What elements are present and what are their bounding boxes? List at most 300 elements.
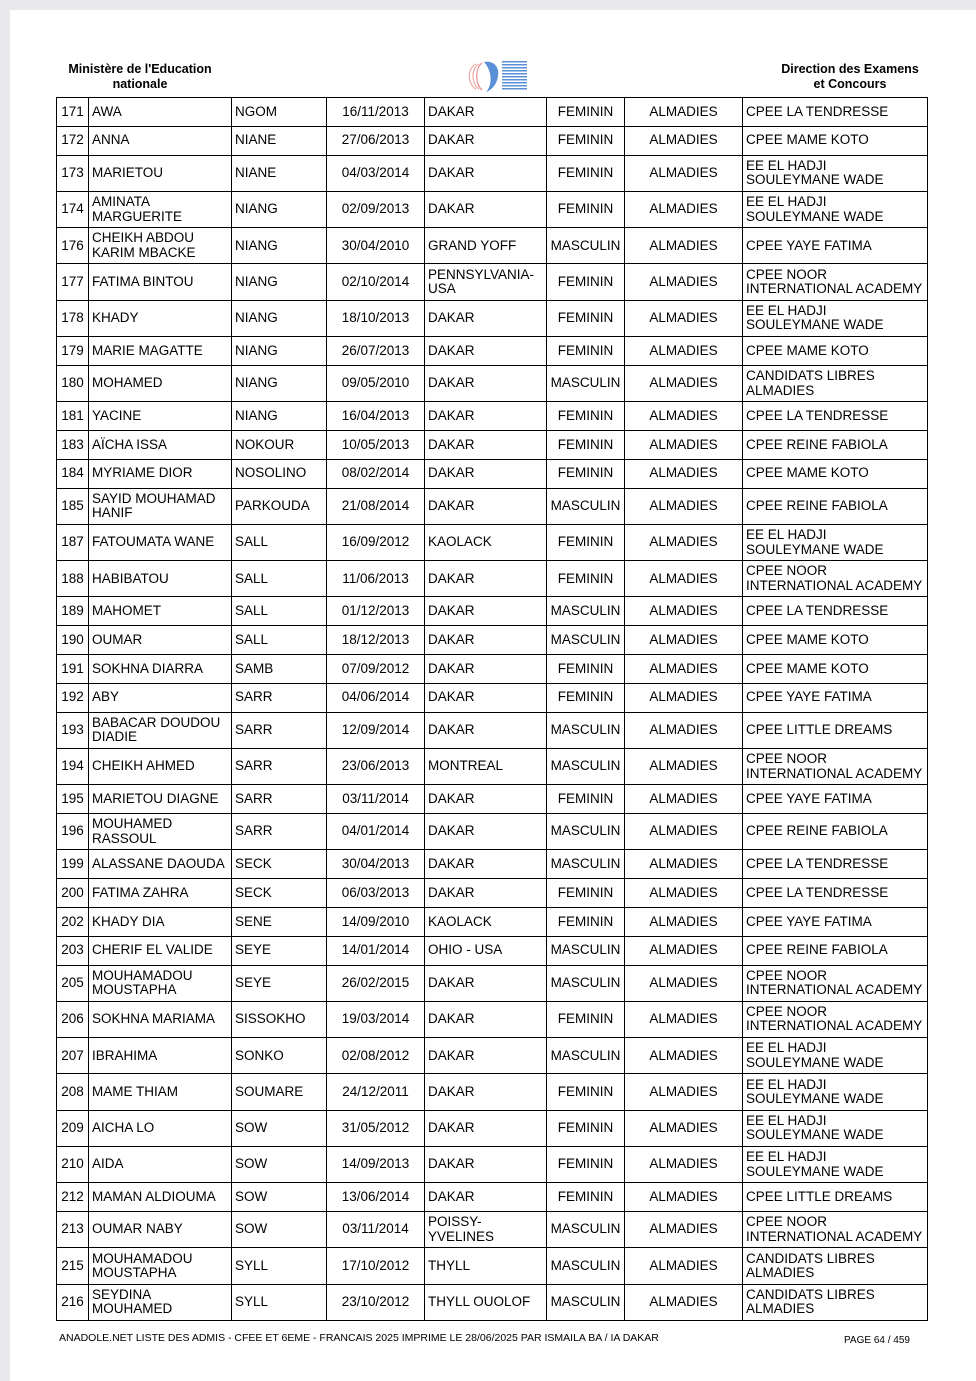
birth-date-cell: 07/09/2012 — [327, 655, 425, 684]
last-name-cell: SARR — [232, 683, 327, 712]
first-name-cell: CHERIF EL VALIDE — [89, 936, 232, 965]
birth-date-cell: 24/12/2011 — [327, 1074, 425, 1110]
center-cell: ALMADIES — [625, 459, 743, 488]
row-number-cell: 203 — [57, 936, 89, 965]
school-cell: EE EL HADJI SOULEYMANE WADE — [743, 191, 928, 227]
table-row — [57, 965, 928, 1001]
row-number-cell: 190 — [57, 626, 89, 655]
birth-place-cell: DAKAR — [425, 430, 547, 459]
first-name-cell: AWA — [89, 98, 232, 127]
direction-line-1: Direction des Examens — [781, 62, 919, 76]
birth-date-cell: 17/10/2012 — [327, 1248, 425, 1284]
school-cell: CPEE NOOR INTERNATIONAL ACADEMY — [743, 264, 928, 300]
birth-place-cell: KAOLACK — [425, 524, 547, 560]
sex-cell: MASCULIN — [547, 1284, 625, 1320]
school-cell: CPEE LA TENDRESSE — [743, 98, 928, 127]
sex-cell: MASCULIN — [547, 626, 625, 655]
birth-place-cell: THYLL OUOLOF — [425, 1284, 547, 1320]
direction-heading — [770, 62, 930, 92]
birth-date-cell: 02/10/2014 — [327, 264, 425, 300]
table-row — [57, 597, 928, 626]
center-cell: ALMADIES — [625, 1284, 743, 1320]
table-row — [57, 850, 928, 879]
school-cell: CPEE NOOR INTERNATIONAL ACADEMY — [743, 1212, 928, 1248]
school-cell: CPEE YAYE FATIMA — [743, 785, 928, 814]
first-name-cell: AMINATA MARGUERITE — [89, 191, 232, 227]
last-name-cell: SISSOKHO — [232, 1001, 327, 1037]
birth-date-cell: 16/04/2013 — [327, 402, 425, 431]
last-name-cell: PARKOUDA — [232, 488, 327, 524]
school-cell: EE EL HADJI SOULEYMANE WADE — [743, 1147, 928, 1183]
center-cell: ALMADIES — [625, 126, 743, 155]
table-row — [57, 1147, 928, 1183]
center-cell: ALMADIES — [625, 850, 743, 879]
birth-place-cell: MONTREAL — [425, 748, 547, 784]
table-row — [57, 814, 928, 850]
birth-date-cell: 14/01/2014 — [327, 936, 425, 965]
first-name-cell: MOUHAMADOU MOUSTAPHA — [89, 965, 232, 1001]
center-cell: ALMADIES — [625, 228, 743, 264]
table-row — [57, 155, 928, 191]
center-cell: ALMADIES — [625, 337, 743, 366]
first-name-cell: CHEIKH AHMED — [89, 748, 232, 784]
row-number-cell: 174 — [57, 191, 89, 227]
first-name-cell: IBRAHIMA — [89, 1038, 232, 1074]
birth-place-cell: DAKAR — [425, 300, 547, 336]
sex-cell: FEMININ — [547, 1147, 625, 1183]
school-cell: CANDIDATS LIBRES ALMADIES — [743, 1248, 928, 1284]
first-name-cell: ANNA — [89, 126, 232, 155]
sex-cell: FEMININ — [547, 402, 625, 431]
last-name-cell: NIANG — [232, 402, 327, 431]
first-name-cell: MAHOMET — [89, 597, 232, 626]
table-row — [57, 1001, 928, 1037]
table-row — [57, 1212, 928, 1248]
birth-place-cell: KAOLACK — [425, 907, 547, 936]
last-name-cell: NIANE — [232, 126, 327, 155]
birth-date-cell: 06/03/2013 — [327, 879, 425, 908]
center-cell: ALMADIES — [625, 907, 743, 936]
birth-date-cell: 26/07/2013 — [327, 337, 425, 366]
school-cell: CPEE REINE FABIOLA — [743, 430, 928, 459]
sex-cell: FEMININ — [547, 126, 625, 155]
birth-place-cell: THYLL — [425, 1248, 547, 1284]
school-cell: EE EL HADJI SOULEYMANE WADE — [743, 1038, 928, 1074]
last-name-cell: NOSOLINO — [232, 459, 327, 488]
last-name-cell: SOW — [232, 1212, 327, 1248]
first-name-cell: OUMAR — [89, 626, 232, 655]
sex-cell: FEMININ — [547, 1110, 625, 1146]
birth-date-cell: 18/12/2013 — [327, 626, 425, 655]
sex-cell: FEMININ — [547, 337, 625, 366]
center-cell: ALMADIES — [625, 683, 743, 712]
birth-date-cell: 03/11/2014 — [327, 785, 425, 814]
sex-cell: FEMININ — [547, 300, 625, 336]
ministry-line-2: nationale — [112, 77, 168, 91]
center-cell: ALMADIES — [625, 597, 743, 626]
center-cell: ALMADIES — [625, 488, 743, 524]
birth-place-cell: DAKAR — [425, 879, 547, 908]
row-number-cell: 185 — [57, 488, 89, 524]
school-cell: CPEE REINE FABIOLA — [743, 936, 928, 965]
row-number-cell: 173 — [57, 155, 89, 191]
center-cell: ALMADIES — [625, 626, 743, 655]
center-cell: ALMADIES — [625, 1212, 743, 1248]
row-number-cell: 206 — [57, 1001, 89, 1037]
birth-place-cell: DAKAR — [425, 712, 547, 748]
sex-cell: FEMININ — [547, 879, 625, 908]
school-cell: EE EL HADJI SOULEYMANE WADE — [743, 1074, 928, 1110]
last-name-cell: SARR — [232, 785, 327, 814]
birth-place-cell: DAKAR — [425, 98, 547, 127]
footer-text: ANADOLE.NET LISTE DES ADMIS - CFEE ET 6EME - FRANCAIS 2025 IMPRIME LE 28/06/2025 PAR ISMAILA BA / IA DAKAR — [59, 1332, 659, 1344]
sex-cell: MASCULIN — [547, 1212, 625, 1248]
row-number-cell: 181 — [57, 402, 89, 431]
first-name-cell: FATIMA ZAHRA — [89, 879, 232, 908]
table-row — [57, 879, 928, 908]
center-cell: ALMADIES — [625, 1074, 743, 1110]
sex-cell: MASCULIN — [547, 814, 625, 850]
table-row — [57, 785, 928, 814]
last-name-cell: SEYE — [232, 965, 327, 1001]
last-name-cell: NIANG — [232, 365, 327, 401]
school-cell: CPEE NOOR INTERNATIONAL ACADEMY — [743, 561, 928, 597]
center-cell: ALMADIES — [625, 191, 743, 227]
center-cell: ALMADIES — [625, 655, 743, 684]
last-name-cell: SALL — [232, 597, 327, 626]
birth-place-cell: DAKAR — [425, 965, 547, 1001]
last-name-cell: NOKOUR — [232, 430, 327, 459]
sex-cell: MASCULIN — [547, 228, 625, 264]
birth-date-cell: 30/04/2010 — [327, 228, 425, 264]
ministry-line-1: Ministère de l'Education — [68, 62, 212, 76]
table-row — [57, 365, 928, 401]
first-name-cell: AÏCHA ISSA — [89, 430, 232, 459]
school-cell: CPEE LITTLE DREAMS — [743, 712, 928, 748]
row-number-cell: 196 — [57, 814, 89, 850]
first-name-cell: MARIETOU — [89, 155, 232, 191]
row-number-cell: 180 — [57, 365, 89, 401]
birth-date-cell: 03/11/2014 — [327, 1212, 425, 1248]
row-number-cell: 215 — [57, 1248, 89, 1284]
row-number-cell: 189 — [57, 597, 89, 626]
last-name-cell: NIANG — [232, 337, 327, 366]
school-cell: CPEE LA TENDRESSE — [743, 879, 928, 908]
school-cell: CPEE MAME KOTO — [743, 126, 928, 155]
first-name-cell: SOKHNA DIARRA — [89, 655, 232, 684]
school-cell: CPEE NOOR INTERNATIONAL ACADEMY — [743, 1001, 928, 1037]
sex-cell: MASCULIN — [547, 965, 625, 1001]
table-row — [57, 126, 928, 155]
center-cell: ALMADIES — [625, 524, 743, 560]
birth-date-cell: 11/06/2013 — [327, 561, 425, 597]
sex-cell: FEMININ — [547, 1183, 625, 1212]
table-body — [57, 98, 928, 1321]
birth-date-cell: 01/12/2013 — [327, 597, 425, 626]
school-cell: EE EL HADJI SOULEYMANE WADE — [743, 300, 928, 336]
first-name-cell: OUMAR NABY — [89, 1212, 232, 1248]
last-name-cell: SOW — [232, 1110, 327, 1146]
last-name-cell: SARR — [232, 814, 327, 850]
sex-cell: MASCULIN — [547, 712, 625, 748]
row-number-cell: 191 — [57, 655, 89, 684]
sex-cell: MASCULIN — [547, 850, 625, 879]
last-name-cell: SECK — [232, 879, 327, 908]
table-row — [57, 712, 928, 748]
sex-cell: MASCULIN — [547, 748, 625, 784]
birth-place-cell: DAKAR — [425, 814, 547, 850]
first-name-cell: SEYDINA MOUHAMED — [89, 1284, 232, 1320]
first-name-cell: CHEIKH ABDOU KARIM MBACKE — [89, 228, 232, 264]
school-cell: CANDIDATS LIBRES ALMADIES — [743, 365, 928, 401]
school-cell: CPEE MAME KOTO — [743, 459, 928, 488]
last-name-cell: SOW — [232, 1147, 327, 1183]
row-number-cell: 205 — [57, 965, 89, 1001]
birth-date-cell: 10/05/2013 — [327, 430, 425, 459]
table-row — [57, 1038, 928, 1074]
school-cell: CPEE LITTLE DREAMS — [743, 1183, 928, 1212]
sex-cell: FEMININ — [547, 155, 625, 191]
table-row — [57, 936, 928, 965]
center-cell: ALMADIES — [625, 98, 743, 127]
center-cell: ALMADIES — [625, 965, 743, 1001]
birth-date-cell: 23/06/2013 — [327, 748, 425, 784]
school-cell: EE EL HADJI SOULEYMANE WADE — [743, 1110, 928, 1146]
first-name-cell: MARIETOU DIAGNE — [89, 785, 232, 814]
center-cell: ALMADIES — [625, 155, 743, 191]
first-name-cell: FATOUMATA WANE — [89, 524, 232, 560]
birth-date-cell: 30/04/2013 — [327, 850, 425, 879]
row-number-cell: 199 — [57, 850, 89, 879]
sex-cell: FEMININ — [547, 98, 625, 127]
row-number-cell: 177 — [57, 264, 89, 300]
first-name-cell: AICHA LO — [89, 1110, 232, 1146]
center-cell: ALMADIES — [625, 1147, 743, 1183]
last-name-cell: SARR — [232, 748, 327, 784]
first-name-cell: AIDA — [89, 1147, 232, 1183]
school-cell: CPEE REINE FABIOLA — [743, 488, 928, 524]
birth-place-cell: DAKAR — [425, 626, 547, 655]
birth-place-cell: DAKAR — [425, 155, 547, 191]
birth-place-cell: DAKAR — [425, 459, 547, 488]
sex-cell: FEMININ — [547, 561, 625, 597]
row-number-cell: 202 — [57, 907, 89, 936]
center-cell: ALMADIES — [625, 1248, 743, 1284]
table-row — [57, 748, 928, 784]
birth-place-cell: DAKAR — [425, 488, 547, 524]
birth-date-cell: 04/03/2014 — [327, 155, 425, 191]
row-number-cell: 187 — [57, 524, 89, 560]
sex-cell: FEMININ — [547, 430, 625, 459]
row-number-cell: 200 — [57, 879, 89, 908]
sex-cell: MASCULIN — [547, 365, 625, 401]
row-number-cell: 171 — [57, 98, 89, 127]
birth-date-cell: 12/09/2014 — [327, 712, 425, 748]
last-name-cell: SALL — [232, 524, 327, 560]
first-name-cell: MAMAN ALDIOUMA — [89, 1183, 232, 1212]
birth-place-cell: DAKAR — [425, 1001, 547, 1037]
last-name-cell: NIANE — [232, 155, 327, 191]
birth-date-cell: 26/02/2015 — [327, 965, 425, 1001]
first-name-cell: MARIE MAGATTE — [89, 337, 232, 366]
sex-cell: MASCULIN — [547, 488, 625, 524]
last-name-cell: SYLL — [232, 1284, 327, 1320]
table-row — [57, 459, 928, 488]
birth-place-cell: DAKAR — [425, 1038, 547, 1074]
birth-place-cell: DAKAR — [425, 850, 547, 879]
first-name-cell: ABY — [89, 683, 232, 712]
table-row — [57, 402, 928, 431]
first-name-cell: HABIBATOU — [89, 561, 232, 597]
row-number-cell: 179 — [57, 337, 89, 366]
birth-place-cell: DAKAR — [425, 337, 547, 366]
birth-date-cell: 27/06/2013 — [327, 126, 425, 155]
table-row — [57, 626, 928, 655]
school-cell: CPEE YAYE FATIMA — [743, 228, 928, 264]
row-number-cell: 184 — [57, 459, 89, 488]
document-page — [10, 10, 976, 1381]
first-name-cell: KHADY — [89, 300, 232, 336]
birth-place-cell: DAKAR — [425, 785, 547, 814]
center-cell: ALMADIES — [625, 785, 743, 814]
direction-line-2: et Concours — [813, 77, 887, 91]
school-cell: CPEE LA TENDRESSE — [743, 850, 928, 879]
school-cell: EE EL HADJI SOULEYMANE WADE — [743, 524, 928, 560]
row-number-cell: 210 — [57, 1147, 89, 1183]
first-name-cell: YACINE — [89, 402, 232, 431]
sex-cell: MASCULIN — [547, 597, 625, 626]
row-number-cell: 193 — [57, 712, 89, 748]
table-row — [57, 561, 928, 597]
table-row — [57, 337, 928, 366]
school-cell: EE EL HADJI SOULEYMANE WADE — [743, 155, 928, 191]
sex-cell: FEMININ — [547, 264, 625, 300]
center-cell: ALMADIES — [625, 264, 743, 300]
birth-date-cell: 02/08/2012 — [327, 1038, 425, 1074]
birth-place-cell: OHIO - USA — [425, 936, 547, 965]
first-name-cell: MOUHAMED RASSOUL — [89, 814, 232, 850]
school-cell: CPEE MAME KOTO — [743, 626, 928, 655]
first-name-cell: KHADY DIA — [89, 907, 232, 936]
center-cell: ALMADIES — [625, 879, 743, 908]
school-cell: CPEE LA TENDRESSE — [743, 402, 928, 431]
birth-date-cell: 02/09/2013 — [327, 191, 425, 227]
ministry-heading — [58, 62, 222, 92]
first-name-cell: ALASSANE DAOUDA — [89, 850, 232, 879]
birth-place-cell: PENNSYLVANIA-USA — [425, 264, 547, 300]
page-number: PAGE 64 / 459 — [844, 1335, 910, 1346]
last-name-cell: SYLL — [232, 1248, 327, 1284]
birth-place-cell: DAKAR — [425, 1110, 547, 1146]
birth-place-cell: GRAND YOFF — [425, 228, 547, 264]
table-row — [57, 1074, 928, 1110]
first-name-cell: MYRIAME DIOR — [89, 459, 232, 488]
sex-cell: FEMININ — [547, 907, 625, 936]
birth-date-cell: 23/10/2012 — [327, 1284, 425, 1320]
birth-place-cell: DAKAR — [425, 683, 547, 712]
table-row — [57, 524, 928, 560]
sex-cell: FEMININ — [547, 1001, 625, 1037]
table-row — [57, 1248, 928, 1284]
birth-place-cell: DAKAR — [425, 402, 547, 431]
center-cell: ALMADIES — [625, 1038, 743, 1074]
birth-place-cell: DAKAR — [425, 1074, 547, 1110]
birth-date-cell: 16/09/2012 — [327, 524, 425, 560]
last-name-cell: NIANG — [232, 264, 327, 300]
birth-date-cell: 19/03/2014 — [327, 1001, 425, 1037]
school-cell: CPEE NOOR INTERNATIONAL ACADEMY — [743, 965, 928, 1001]
center-cell: ALMADIES — [625, 561, 743, 597]
school-cell: CPEE YAYE FATIMA — [743, 683, 928, 712]
row-number-cell: 176 — [57, 228, 89, 264]
center-cell: ALMADIES — [625, 1110, 743, 1146]
center-cell: ALMADIES — [625, 748, 743, 784]
birth-place-cell: DAKAR — [425, 561, 547, 597]
center-cell: ALMADIES — [625, 1183, 743, 1212]
first-name-cell: MOHAMED — [89, 365, 232, 401]
results-table — [56, 97, 928, 1321]
last-name-cell: SALL — [232, 626, 327, 655]
center-cell: ALMADIES — [625, 814, 743, 850]
last-name-cell: NGOM — [232, 98, 327, 127]
birth-date-cell: 04/06/2014 — [327, 683, 425, 712]
sex-cell: FEMININ — [547, 785, 625, 814]
row-number-cell: 208 — [57, 1074, 89, 1110]
birth-place-cell: POISSY-YVELINES — [425, 1212, 547, 1248]
table-row — [57, 907, 928, 936]
last-name-cell: SENE — [232, 907, 327, 936]
center-cell: ALMADIES — [625, 365, 743, 401]
center-cell: ALMADIES — [625, 936, 743, 965]
center-cell: ALMADIES — [625, 402, 743, 431]
ministry-logo-icon — [462, 58, 530, 99]
first-name-cell: SAYID MOUHAMAD HANIF — [89, 488, 232, 524]
table-row — [57, 655, 928, 684]
table-row — [57, 1110, 928, 1146]
last-name-cell: SOW — [232, 1183, 327, 1212]
birth-date-cell: 21/08/2014 — [327, 488, 425, 524]
sex-cell: MASCULIN — [547, 1248, 625, 1284]
birth-place-cell: DAKAR — [425, 597, 547, 626]
table-row — [57, 1183, 928, 1212]
birth-date-cell: 14/09/2010 — [327, 907, 425, 936]
birth-date-cell: 16/11/2013 — [327, 98, 425, 127]
sex-cell: FEMININ — [547, 191, 625, 227]
last-name-cell: SARR — [232, 712, 327, 748]
birth-date-cell: 18/10/2013 — [327, 300, 425, 336]
school-cell: CPEE MAME KOTO — [743, 655, 928, 684]
center-cell: ALMADIES — [625, 1001, 743, 1037]
first-name-cell: MOUHAMADOU MOUSTAPHA — [89, 1248, 232, 1284]
school-cell: CANDIDATS LIBRES ALMADIES — [743, 1284, 928, 1320]
table-row — [57, 98, 928, 127]
row-number-cell: 216 — [57, 1284, 89, 1320]
birth-place-cell: DAKAR — [425, 1183, 547, 1212]
row-number-cell: 212 — [57, 1183, 89, 1212]
birth-date-cell: 09/05/2010 — [327, 365, 425, 401]
school-cell: CPEE NOOR INTERNATIONAL ACADEMY — [743, 748, 928, 784]
sex-cell: MASCULIN — [547, 936, 625, 965]
birth-date-cell: 08/02/2014 — [327, 459, 425, 488]
birth-date-cell: 31/05/2012 — [327, 1110, 425, 1146]
birth-place-cell: DAKAR — [425, 126, 547, 155]
last-name-cell: SOUMARE — [232, 1074, 327, 1110]
birth-place-cell: DAKAR — [425, 655, 547, 684]
last-name-cell: SONKO — [232, 1038, 327, 1074]
last-name-cell: SECK — [232, 850, 327, 879]
table-row — [57, 300, 928, 336]
first-name-cell: MAME THIAM — [89, 1074, 232, 1110]
